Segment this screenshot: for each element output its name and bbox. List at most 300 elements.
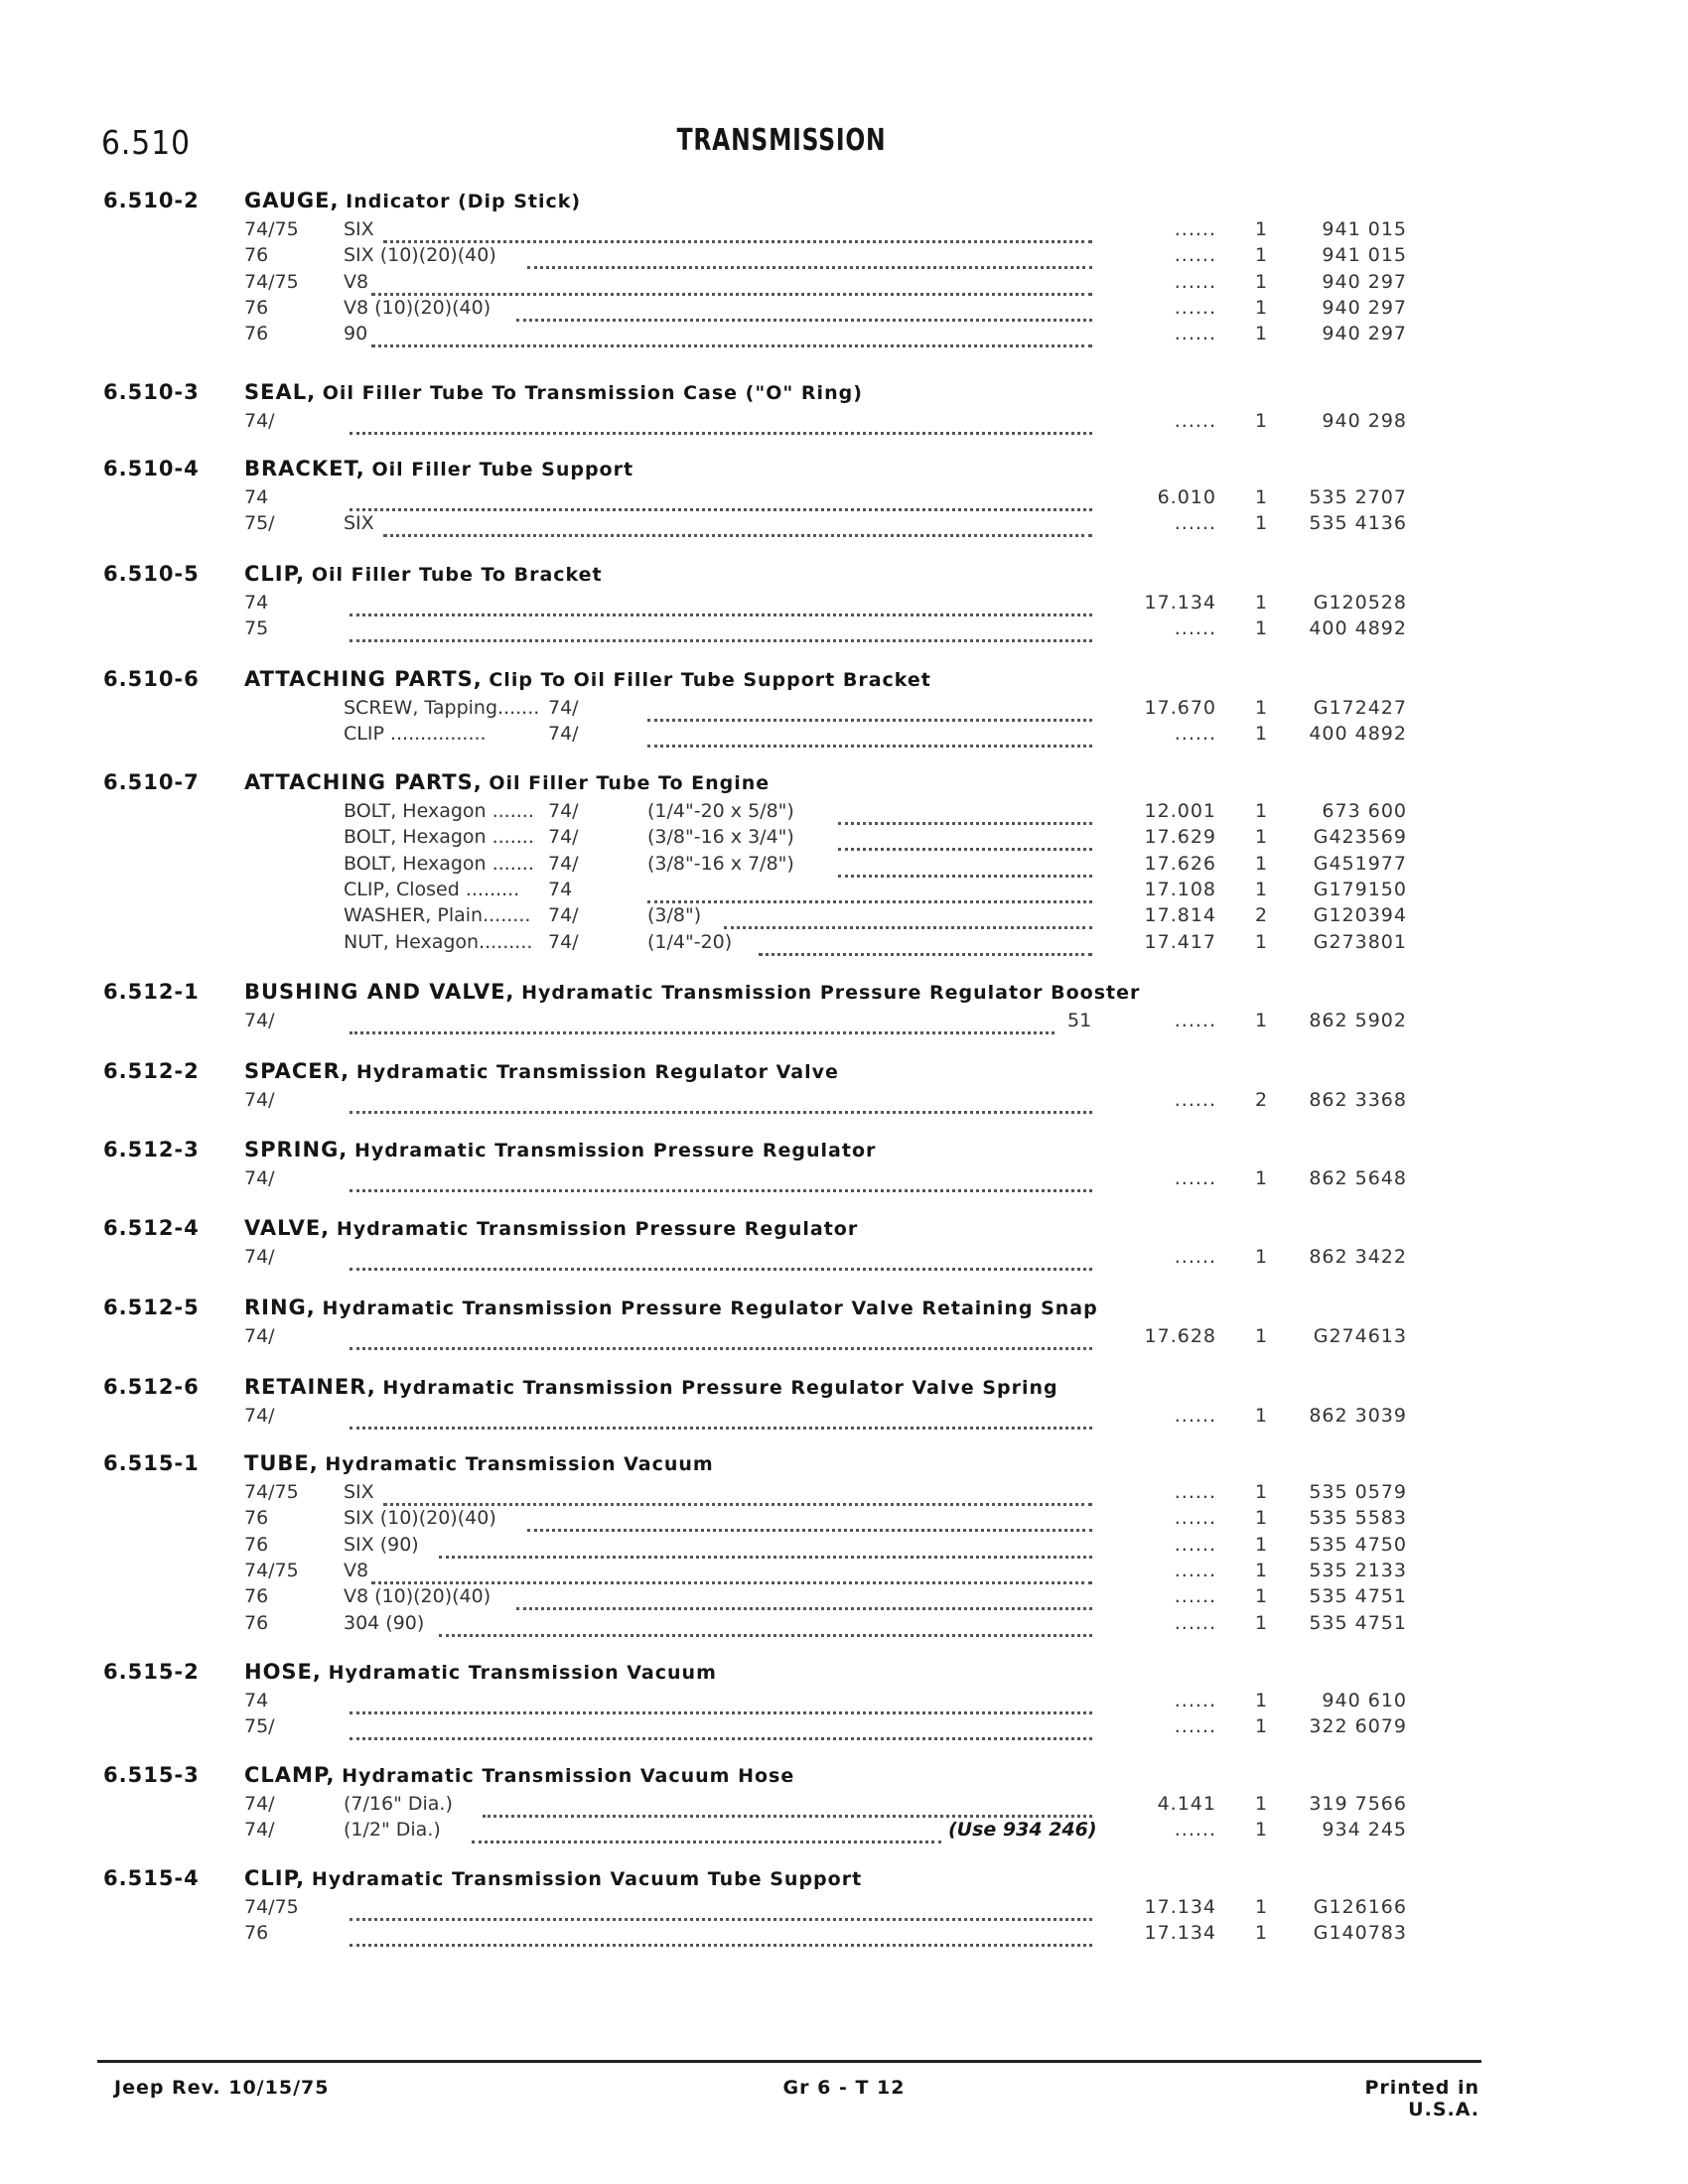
item-title bbox=[244, 457, 633, 480]
model-years: 76 bbox=[244, 323, 269, 345]
part-row bbox=[0, 617, 1688, 644]
part-row bbox=[0, 1534, 1688, 1561]
model-years: 76 bbox=[244, 1585, 269, 1608]
quantity: 1 bbox=[1254, 1819, 1268, 1842]
reference-number: ...... bbox=[1174, 323, 1216, 345]
part-row bbox=[0, 1715, 1688, 1742]
reference-number: 17.670 bbox=[1144, 697, 1216, 719]
part-row bbox=[0, 1325, 1688, 1352]
part-row bbox=[0, 697, 1688, 724]
item-name: CLAMP, bbox=[244, 1763, 336, 1787]
model-years: 74 bbox=[244, 592, 269, 614]
application: V8 (10)(20)(40) bbox=[344, 296, 492, 319]
item-number: 6.510-7 bbox=[103, 770, 200, 794]
part-number: 535 2707 bbox=[1309, 486, 1407, 508]
part-row bbox=[0, 723, 1688, 750]
reference-number: ...... bbox=[1174, 1089, 1216, 1111]
item-title bbox=[244, 1763, 794, 1787]
dot-leader bbox=[439, 1534, 1092, 1559]
application: 304 (90) bbox=[344, 1611, 425, 1634]
model-years: 74/ bbox=[548, 930, 579, 953]
part-number: G179150 bbox=[1313, 878, 1407, 900]
quantity: 1 bbox=[1254, 617, 1268, 640]
item-title bbox=[244, 562, 603, 586]
attaching-part-name: CLIP, Closed ......... bbox=[344, 878, 520, 900]
part-row bbox=[0, 904, 1688, 931]
quantity: 1 bbox=[1254, 244, 1268, 267]
reference-number: ...... bbox=[1174, 1167, 1216, 1189]
part-row bbox=[0, 1585, 1688, 1612]
item-name: RING, bbox=[244, 1296, 316, 1319]
model-years: 74/75 bbox=[244, 1481, 299, 1503]
item-name: HOSE, bbox=[244, 1660, 322, 1684]
part-size: (3/8"-16 x 7/8") bbox=[647, 852, 794, 875]
item-name: SPRING, bbox=[244, 1138, 349, 1161]
attaching-part-name: NUT, Hexagon......... bbox=[344, 930, 533, 953]
quantity: 1 bbox=[1254, 486, 1268, 508]
item-name: ATTACHING PARTS, bbox=[244, 770, 483, 794]
item-number: 6.510-5 bbox=[103, 562, 200, 586]
reference-number: ...... bbox=[1174, 1533, 1216, 1556]
application: (1/2" Dia.) bbox=[344, 1819, 441, 1842]
reference-number: ...... bbox=[1174, 1481, 1216, 1503]
dot-leader bbox=[350, 1690, 1092, 1714]
item-name: RETAINER, bbox=[244, 1375, 376, 1399]
part-number: 940 297 bbox=[1322, 323, 1407, 345]
part-row bbox=[0, 1089, 1688, 1116]
dot-leader bbox=[647, 723, 1092, 748]
model-years: 76 bbox=[244, 244, 269, 267]
item-number: 6.512-3 bbox=[103, 1138, 200, 1161]
model-years: 74/75 bbox=[244, 1559, 299, 1581]
model-years: 74 bbox=[244, 486, 269, 508]
dot-leader bbox=[350, 617, 1092, 642]
item-description: Hydramatic Transmission Vacuum Tube Support bbox=[311, 1868, 863, 1890]
part-row bbox=[0, 297, 1688, 324]
quantity: 2 bbox=[1254, 904, 1268, 927]
part-number: 535 2133 bbox=[1309, 1559, 1407, 1581]
item-title bbox=[244, 1138, 876, 1161]
item-title bbox=[244, 1216, 858, 1240]
dot-leader bbox=[350, 1715, 1092, 1740]
application: V8 bbox=[344, 1559, 369, 1581]
quantity: 1 bbox=[1254, 1167, 1268, 1189]
dot-leader bbox=[371, 323, 1092, 347]
dot-leader bbox=[472, 1819, 941, 1843]
part-number: 319 7566 bbox=[1309, 1793, 1407, 1815]
dot-leader bbox=[759, 931, 1092, 956]
item-description: Clip To Oil Filler Tube Support Bracket bbox=[489, 669, 931, 691]
quantity: 1 bbox=[1254, 1559, 1268, 1581]
quantity: 1 bbox=[1254, 1533, 1268, 1556]
part-row bbox=[0, 1793, 1688, 1820]
part-row bbox=[0, 1612, 1688, 1639]
attaching-part-name: BOLT, Hexagon ....... bbox=[344, 826, 534, 849]
footer-printed: Printed in U.S.A. bbox=[1364, 2077, 1479, 2120]
dot-leader bbox=[350, 1246, 1092, 1271]
footer-revision: Jeep Rev. 10/15/75 bbox=[114, 2077, 330, 2099]
model-years: 74/ bbox=[244, 1819, 275, 1842]
application: V8 (10)(20)(40) bbox=[344, 1585, 492, 1608]
quantity: 1 bbox=[1254, 1715, 1268, 1738]
model-years: 74/75 bbox=[244, 270, 299, 293]
dot-leader bbox=[516, 1585, 1092, 1610]
reference-number: 17.134 bbox=[1144, 1922, 1216, 1945]
model-years: 74/ bbox=[548, 697, 579, 719]
part-row bbox=[0, 1167, 1688, 1194]
part-number: 862 5648 bbox=[1309, 1167, 1407, 1189]
item-number: 6.510-4 bbox=[103, 457, 200, 480]
part-row bbox=[0, 1481, 1688, 1508]
reference-number: ...... bbox=[1174, 1690, 1216, 1711]
part-row bbox=[0, 853, 1688, 880]
dot-leader bbox=[647, 879, 1092, 903]
model-years: 74 bbox=[548, 878, 573, 900]
dot-leader bbox=[350, 592, 1092, 616]
quantity: 1 bbox=[1254, 218, 1268, 240]
reference-number: 4.141 bbox=[1157, 1793, 1216, 1815]
model-years: 76 bbox=[244, 1533, 269, 1556]
model-years: 75/ bbox=[244, 1715, 275, 1738]
item-number: 6.515-1 bbox=[103, 1451, 200, 1475]
footer-divider bbox=[97, 2060, 1481, 2063]
part-row bbox=[0, 826, 1688, 853]
part-row bbox=[0, 271, 1688, 298]
item-name: CLIP, bbox=[244, 1866, 306, 1890]
item-title bbox=[244, 1296, 1098, 1319]
attaching-part-name: BOLT, Hexagon ....... bbox=[344, 852, 534, 875]
item-title bbox=[244, 667, 931, 691]
reference-number: 17.108 bbox=[1144, 878, 1216, 900]
item-description: Oil Filler Tube To Engine bbox=[489, 772, 771, 794]
dot-leader bbox=[350, 1896, 1092, 1921]
application: SIX bbox=[344, 218, 374, 240]
dot-leader bbox=[350, 1089, 1092, 1114]
application: SIX (10)(20)(40) bbox=[344, 1507, 496, 1530]
quantity: 1 bbox=[1254, 1690, 1268, 1711]
quantity: 1 bbox=[1254, 512, 1268, 535]
model-years: 75/ bbox=[244, 512, 275, 535]
part-number: G172427 bbox=[1313, 697, 1407, 719]
quantity: 1 bbox=[1254, 323, 1268, 345]
item-title bbox=[244, 1451, 714, 1475]
part-row bbox=[0, 592, 1688, 618]
reference-number: 17.134 bbox=[1144, 1896, 1216, 1918]
part-number: 862 3422 bbox=[1309, 1246, 1407, 1268]
item-name: CLIP, bbox=[244, 562, 306, 586]
reference-number: ...... bbox=[1174, 1585, 1216, 1608]
item-title bbox=[244, 770, 770, 794]
item-name: ATTACHING PARTS, bbox=[244, 667, 483, 691]
part-row bbox=[0, 800, 1688, 827]
section-title: TRANSMISSION bbox=[676, 123, 887, 158]
reference-number: ...... bbox=[1174, 1559, 1216, 1581]
dot-leader bbox=[647, 697, 1092, 722]
part-number: G451977 bbox=[1313, 852, 1407, 875]
part-number: G273801 bbox=[1313, 930, 1407, 953]
item-name: BRACKET, bbox=[244, 457, 365, 480]
reference-number: ...... bbox=[1174, 1246, 1216, 1268]
quantity: 1 bbox=[1254, 270, 1268, 293]
reference-number: ...... bbox=[1174, 512, 1216, 535]
item-name: TUBE, bbox=[244, 1451, 319, 1475]
part-number: 940 297 bbox=[1322, 296, 1407, 319]
item-number: 6.510-2 bbox=[103, 189, 200, 212]
part-size: (1/4"-20 x 5/8") bbox=[647, 800, 794, 822]
quantity: 1 bbox=[1254, 800, 1268, 822]
part-number: G120394 bbox=[1313, 904, 1407, 927]
item-description: Hydramatic Transmission Pressure Regulator Booster bbox=[521, 982, 1141, 1004]
part-number: 940 610 bbox=[1322, 1690, 1407, 1711]
model-years: 74/ bbox=[244, 1405, 275, 1427]
quantity: 1 bbox=[1254, 1585, 1268, 1608]
reference-number: ...... bbox=[1174, 1507, 1216, 1530]
item-description: Hydramatic Transmission Vacuum bbox=[328, 1662, 717, 1684]
application: SIX bbox=[344, 1481, 374, 1503]
model-years: 74/ bbox=[244, 1246, 275, 1268]
part-row bbox=[0, 1819, 1688, 1845]
reference-number: ...... bbox=[1174, 617, 1216, 640]
model-years: 74/ bbox=[548, 800, 579, 822]
item-title bbox=[244, 189, 581, 212]
part-row bbox=[0, 1405, 1688, 1432]
part-row bbox=[0, 323, 1688, 349]
reference-number: 17.628 bbox=[1144, 1325, 1216, 1347]
part-number: 400 4892 bbox=[1309, 617, 1407, 640]
part-number: 673 600 bbox=[1322, 800, 1407, 822]
item-number: 6.515-4 bbox=[103, 1866, 200, 1890]
model-years: 74/ bbox=[244, 1167, 275, 1189]
model-years: 74/ bbox=[548, 723, 579, 746]
item-description: Hydramatic Transmission Pressure Regulator bbox=[353, 1140, 877, 1161]
quantity: 1 bbox=[1254, 1246, 1268, 1268]
reference-number: ...... bbox=[1174, 296, 1216, 319]
dot-leader bbox=[383, 1481, 1092, 1506]
part-number: 862 3368 bbox=[1309, 1089, 1407, 1111]
quantity: 1 bbox=[1254, 930, 1268, 953]
dot-leader bbox=[383, 218, 1092, 243]
item-description: Hydramatic Transmission Pressure Regulator bbox=[336, 1218, 859, 1240]
item-number: 6.515-3 bbox=[103, 1763, 200, 1787]
item-number: 6.515-2 bbox=[103, 1660, 200, 1684]
part-row bbox=[0, 1010, 1688, 1036]
item-title bbox=[244, 380, 863, 404]
item-name: SPACER, bbox=[244, 1059, 351, 1083]
reference-number: 17.626 bbox=[1144, 852, 1216, 875]
item-number: 6.512-4 bbox=[103, 1216, 200, 1240]
part-number: 535 4750 bbox=[1309, 1533, 1407, 1556]
reference-number: ...... bbox=[1174, 1611, 1216, 1634]
application: SIX (10)(20)(40) bbox=[344, 244, 496, 267]
application: SIX (90) bbox=[344, 1533, 419, 1556]
dot-leader bbox=[371, 271, 1092, 296]
model-years: 74/ bbox=[244, 410, 275, 432]
item-description: Indicator (Dip Stick) bbox=[346, 191, 582, 212]
model-years: 76 bbox=[244, 296, 269, 319]
part-number: 535 0579 bbox=[1309, 1481, 1407, 1503]
item-title bbox=[244, 1866, 862, 1890]
part-size: (1/4"-20) bbox=[647, 930, 733, 953]
model-years: 75 bbox=[244, 617, 269, 640]
quantity: 1 bbox=[1254, 1405, 1268, 1427]
part-row bbox=[0, 931, 1688, 958]
model-years: 76 bbox=[244, 1507, 269, 1530]
dot-leader bbox=[483, 1793, 1092, 1818]
item-description: Hydramatic Transmission Regulator Valve bbox=[355, 1061, 839, 1083]
part-number: 535 4751 bbox=[1309, 1585, 1407, 1608]
part-number: 940 298 bbox=[1322, 410, 1407, 432]
dot-leader bbox=[838, 800, 1092, 825]
part-size: (3/8") bbox=[647, 904, 702, 927]
part-number: 535 5583 bbox=[1309, 1507, 1407, 1530]
reference-number: ...... bbox=[1174, 1405, 1216, 1427]
application: (7/16" Dia.) bbox=[344, 1793, 453, 1815]
quantity: 1 bbox=[1254, 1922, 1268, 1945]
part-number: G126166 bbox=[1313, 1896, 1407, 1918]
dot-leader bbox=[350, 1405, 1092, 1430]
item-description: Hydramatic Transmission Pressure Regulator Valve Retaining Snap bbox=[322, 1297, 1098, 1319]
reference-number: ...... bbox=[1174, 1819, 1216, 1842]
dot-leader bbox=[439, 1612, 1092, 1637]
part-size: (3/8"-16 x 3/4") bbox=[647, 826, 794, 849]
dot-leader bbox=[838, 826, 1092, 851]
part-row bbox=[0, 512, 1688, 539]
item-name: SEAL, bbox=[244, 380, 317, 404]
item-name: GAUGE, bbox=[244, 189, 340, 212]
quantity: 1 bbox=[1254, 1010, 1268, 1031]
item-name: BUSHING AND VALVE, bbox=[244, 980, 515, 1004]
reference-number: 17.134 bbox=[1144, 592, 1216, 614]
quantity: 1 bbox=[1254, 723, 1268, 746]
reference-number: ...... bbox=[1174, 410, 1216, 432]
dot-leader bbox=[350, 1010, 1055, 1034]
item-name: VALVE, bbox=[244, 1216, 331, 1240]
part-number: 322 6079 bbox=[1309, 1715, 1407, 1738]
dot-leader bbox=[838, 853, 1092, 878]
use-note: (Use 934 246) bbox=[948, 1819, 1097, 1842]
reference-number: 12.001 bbox=[1144, 800, 1216, 822]
attaching-part-name: WASHER, Plain........ bbox=[344, 904, 531, 927]
part-row bbox=[0, 879, 1688, 905]
part-row bbox=[0, 1560, 1688, 1586]
dot-leader bbox=[516, 297, 1092, 322]
model-years: 74/ bbox=[244, 1793, 275, 1815]
reference-number: ...... bbox=[1174, 270, 1216, 293]
part-number: 941 015 bbox=[1322, 244, 1407, 267]
model-years: 74/ bbox=[548, 904, 579, 927]
quantity: 1 bbox=[1254, 826, 1268, 849]
part-number: 934 245 bbox=[1322, 1819, 1407, 1842]
item-number: 6.512-6 bbox=[103, 1375, 200, 1399]
part-row bbox=[0, 410, 1688, 437]
model-years: 74/ bbox=[244, 1010, 275, 1031]
application: SIX bbox=[344, 512, 374, 535]
part-row bbox=[0, 486, 1688, 513]
part-number: G120528 bbox=[1313, 592, 1407, 614]
reference-number: 6.010 bbox=[1157, 486, 1216, 508]
dot-leader bbox=[527, 1507, 1092, 1532]
model-years: 74/ bbox=[244, 1325, 275, 1347]
dot-leader bbox=[383, 512, 1092, 537]
model-years: 74/75 bbox=[244, 218, 299, 240]
part-row bbox=[0, 244, 1688, 271]
dot-leader bbox=[350, 1167, 1092, 1192]
reference-number: 17.417 bbox=[1144, 930, 1216, 953]
model-years: 76 bbox=[244, 1611, 269, 1634]
reference-number: ...... bbox=[1174, 723, 1216, 746]
reference-number: ...... bbox=[1174, 1715, 1216, 1738]
quantity: 1 bbox=[1254, 1611, 1268, 1634]
model-years: 74/ bbox=[244, 1089, 275, 1111]
quantity: 1 bbox=[1254, 852, 1268, 875]
attaching-part-name: CLIP ................ bbox=[344, 723, 487, 746]
part-number: 535 4751 bbox=[1309, 1611, 1407, 1634]
item-description: Oil Filler Tube To Bracket bbox=[311, 564, 603, 586]
dot-leader bbox=[350, 410, 1092, 435]
item-description: Hydramatic Transmission Pressure Regulator Valve Spring bbox=[382, 1377, 1058, 1399]
reference-number: 17.629 bbox=[1144, 826, 1216, 849]
quantity: 2 bbox=[1254, 1089, 1268, 1111]
reference-number: 17.814 bbox=[1144, 904, 1216, 927]
quantity: 1 bbox=[1254, 1481, 1268, 1503]
item-description: Oil Filler Tube To Transmission Case ("O" Ring) bbox=[322, 382, 863, 404]
part-number: 862 5902 bbox=[1309, 1010, 1407, 1031]
dot-leader bbox=[371, 1560, 1092, 1584]
part-number: 400 4892 bbox=[1309, 723, 1407, 746]
dot-leader bbox=[350, 1325, 1092, 1350]
dot-leader bbox=[527, 244, 1092, 269]
part-number: 535 4136 bbox=[1309, 512, 1407, 535]
quantity: 1 bbox=[1254, 1896, 1268, 1918]
part-row bbox=[0, 1246, 1688, 1273]
item-number: 6.510-6 bbox=[103, 667, 200, 691]
quantity: 1 bbox=[1254, 592, 1268, 614]
item-number: 6.510-3 bbox=[103, 380, 200, 404]
part-row bbox=[0, 1922, 1688, 1949]
item-number: 6.512-1 bbox=[103, 980, 200, 1004]
reference-number: ...... bbox=[1174, 244, 1216, 267]
dimension-ref: 51 bbox=[1067, 1010, 1092, 1031]
model-years: 74/ bbox=[548, 826, 579, 849]
application: 90 bbox=[344, 323, 368, 345]
quantity: 1 bbox=[1254, 878, 1268, 900]
section-number: 6.510 bbox=[101, 123, 191, 162]
reference-number: ...... bbox=[1174, 1010, 1216, 1031]
item-number: 6.512-2 bbox=[103, 1059, 200, 1083]
item-description: Hydramatic Transmission Vacuum Hose bbox=[342, 1765, 795, 1787]
quantity: 1 bbox=[1254, 410, 1268, 432]
part-row bbox=[0, 1507, 1688, 1534]
quantity: 1 bbox=[1254, 1793, 1268, 1815]
attaching-part-name: SCREW, Tapping....... bbox=[344, 697, 540, 719]
dot-leader bbox=[350, 486, 1092, 511]
reference-number: ...... bbox=[1174, 218, 1216, 240]
part-row bbox=[0, 218, 1688, 245]
model-years: 76 bbox=[244, 1922, 269, 1945]
attaching-part-name: BOLT, Hexagon ....... bbox=[344, 800, 534, 822]
quantity: 1 bbox=[1254, 1325, 1268, 1347]
model-years: 74 bbox=[244, 1690, 269, 1711]
item-description: Oil Filler Tube Support bbox=[371, 459, 634, 480]
part-number: 941 015 bbox=[1322, 218, 1407, 240]
part-number: 862 3039 bbox=[1309, 1405, 1407, 1427]
item-title bbox=[244, 980, 1140, 1004]
quantity: 1 bbox=[1254, 697, 1268, 719]
quantity: 1 bbox=[1254, 1507, 1268, 1530]
dot-leader bbox=[724, 904, 1092, 929]
part-row bbox=[0, 1690, 1688, 1716]
part-number: G140783 bbox=[1313, 1922, 1407, 1945]
